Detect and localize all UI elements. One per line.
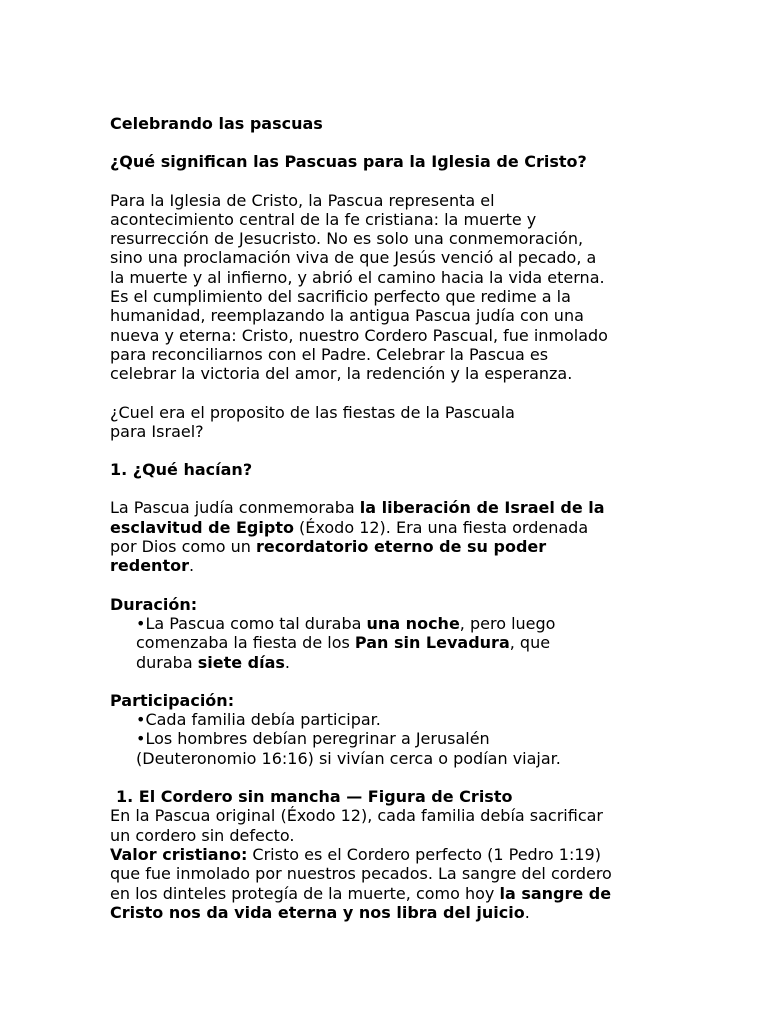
intro-paragraph	[110, 191, 688, 384]
document-title: Celebrando las pascuas	[110, 114, 323, 133]
text-line: acontecimiento central de la fe cristiana: la muerte y	[110, 209, 537, 229]
text-line: resurrección de Jesucristo. No es solo una conmemoración,	[110, 229, 584, 249]
text-line: Para la Iglesia de Cristo, la Pascua representa el	[110, 190, 495, 210]
participation-section	[110, 691, 688, 768]
spacer	[110, 672, 688, 691]
text-line: humanidad, reemplazando la antigua Pascua judía con una	[110, 306, 584, 326]
spacer	[110, 172, 688, 191]
text-line: Es el cumplimiento del sacrificio perfecto que redime a la	[110, 287, 571, 307]
text-line: La Pascua judía conmemoraba la liberación de Israel de la	[110, 498, 605, 518]
spacer	[110, 576, 688, 595]
bullet-item: • Cada familia debía participar.	[110, 710, 688, 729]
passover-paragraph	[110, 498, 688, 575]
text-line: celebrar la victoria del amor, la redención y la esperanza.	[110, 364, 573, 384]
text-line: ¿Cuel era el proposito de las fiestas de la Pascuala	[110, 402, 515, 422]
spacer	[110, 479, 688, 498]
text-line: para reconciliarnos con el Padre. Celebrar la Pascua es	[110, 344, 549, 364]
purpose-question	[110, 403, 688, 442]
question-heading: ¿Qué significan las Pascuas para la Iglesia de Cristo?	[110, 152, 587, 172]
text-line: En la Pascua original (Éxodo 12), cada familia debía sacrificar	[110, 806, 603, 826]
lamb-section	[110, 787, 688, 922]
spacer	[110, 133, 688, 152]
text-line: en los dinteles protegía de la muerte, como hoy la sangre de	[110, 883, 612, 903]
text-line: la muerte y al infierno, y abrió el camino hacia la vida eterna.	[110, 267, 605, 287]
spacer	[110, 768, 688, 787]
text-line: sino una proclamación viva de que Jesús venció al pecado, a	[110, 248, 597, 268]
bullet-continuation: (Deuteronomio 16:16) si vivían cerca o podían viajar.	[136, 748, 561, 768]
bullet-continuation: comenzaba la fiesta de los Pan sin Levadura, que	[136, 633, 551, 653]
text-line: por Dios como un recordatorio eterno de su poder	[110, 537, 547, 557]
section-heading: 1. El Cordero sin mancha — Figura de Cristo	[116, 787, 513, 807]
spacer	[110, 441, 688, 460]
section-heading: 1. ¿Qué hacían?	[110, 460, 253, 480]
text-line: que fue inmolado por nuestros pecados. La sangre del cordero	[110, 864, 612, 884]
text-line: Cristo nos da vida eterna y nos libra del juicio.	[110, 902, 530, 922]
text-line: redentor.	[110, 556, 195, 576]
text-line: Valor cristiano: Cristo es el Cordero perfecto (1 Pedro 1:19)	[110, 844, 601, 864]
text-line: un cordero sin defecto.	[110, 825, 295, 845]
subheading: Participación:	[110, 690, 235, 710]
text-line: esclavitud de Egipto (Éxodo 12). Era una fiesta ordenada	[110, 517, 589, 537]
duration-section	[110, 595, 688, 672]
subheading: Duración:	[110, 594, 198, 614]
text-line: para Israel?	[110, 421, 204, 441]
spacer	[110, 384, 688, 403]
bullet-continuation: duraba siete días.	[136, 652, 291, 672]
bullet-item: • Los hombres debían peregrinar a Jerusalén	[110, 729, 688, 748]
bullet-item: • La Pascua como tal duraba una noche, pero luego	[110, 614, 688, 633]
text-line: nueva y eterna: Cristo, nuestro Cordero Pascual, fue inmolado	[110, 325, 608, 345]
